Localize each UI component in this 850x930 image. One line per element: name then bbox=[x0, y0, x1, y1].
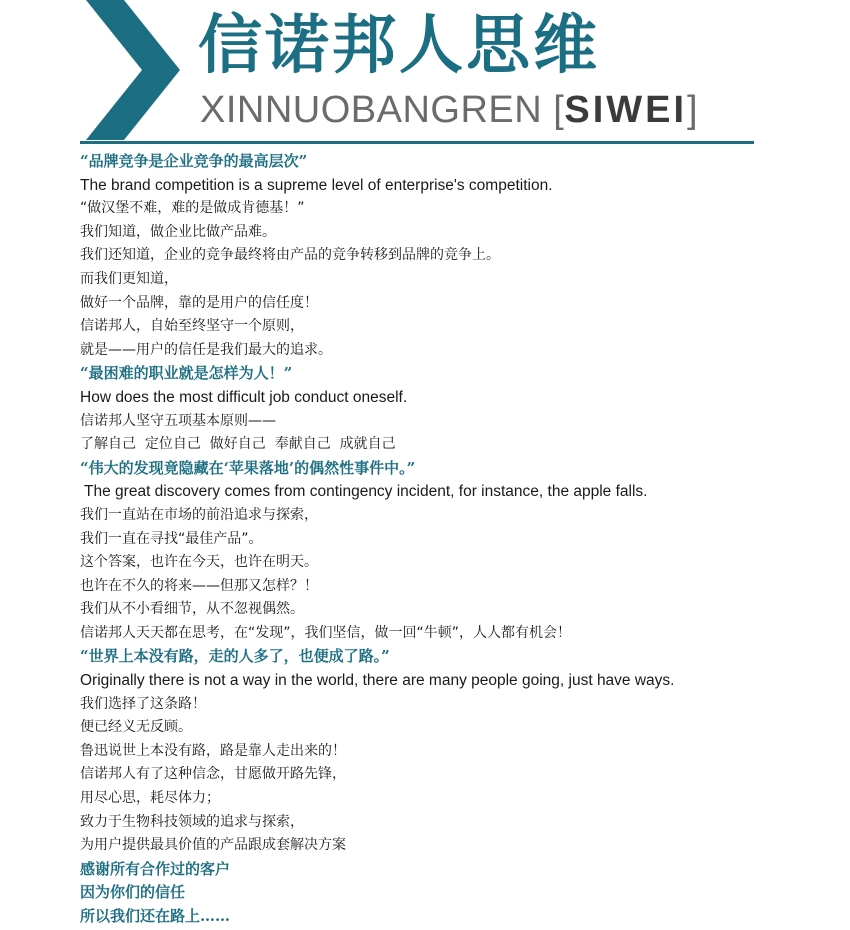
section-english: The great discovery comes from contingency incident, for instance, the apple falls. bbox=[80, 483, 648, 501]
body-line: 就是——用户的信任是我们最大的追求。 bbox=[80, 341, 332, 358]
article-body bbox=[80, 150, 820, 929]
body-line: 鲁迅说世上本没有路，路是靠人走出来的！ bbox=[80, 742, 346, 759]
body-line: 我们一直站在市场的前沿追求与探索， bbox=[80, 506, 318, 523]
body-line: 信诺邦人坚守五项基本原则—— bbox=[80, 412, 276, 429]
closing-line: 感谢所有合作过的客户 bbox=[80, 859, 231, 878]
body-line: 我们还知道，企业的竞争最终将由产品的竞争转移到品牌的竞争上。 bbox=[80, 247, 500, 264]
section-heading: “伟大的发现竟隐藏在‘苹果落地’的偶然性事件中。” bbox=[80, 458, 416, 477]
body-line: 而我们更知道， bbox=[80, 270, 178, 287]
section-heading: “品牌竞争是企业竞争的最高层次” bbox=[80, 152, 308, 170]
body-line: 我们知道，做企业比做产品难。 bbox=[80, 223, 276, 240]
body-line: 信诺邦人，自始至终坚守一个原则， bbox=[80, 318, 304, 335]
body-line: “做汉堡不难，难的是做成肯德基！” bbox=[80, 200, 305, 217]
body-line: 用尽心思，耗尽体力； bbox=[80, 790, 220, 807]
section-heading: “世界上本没有路，走的人多了，也便成了路。” bbox=[80, 647, 390, 666]
body-line: 信诺邦人天天都在思考，在“发现”，我们坚信，做一回“牛顿”，人人都有机会！ bbox=[80, 624, 572, 641]
body-line: 为用户提供最具价值的产品跟成套解决方案 bbox=[80, 837, 346, 854]
subtitle-bracket-open: [ bbox=[553, 89, 565, 131]
section-english: How does the most difficult job conduct oneself. bbox=[80, 388, 408, 406]
section-english: The brand competition is a supreme level of enterprise's competition. bbox=[80, 176, 553, 194]
chevron-arrow-logo bbox=[0, 0, 185, 140]
section-english: Originally there is not a way in the world, there are many people going, just have ways. bbox=[80, 672, 675, 690]
closing-line: 因为你们的信任 bbox=[80, 883, 186, 902]
closing-line: 所以我们还在路上…… bbox=[80, 907, 231, 925]
body-line: 了解自己 定位自己 做好自己 奉献自己 成就自己 bbox=[80, 436, 396, 453]
header-divider bbox=[80, 141, 754, 144]
body-line: 这个答案，也许在今天，也许在明天。 bbox=[80, 554, 318, 571]
subtitle-bracket-close: ] bbox=[687, 89, 699, 131]
page-title: 信诺邦人思维 bbox=[198, 8, 600, 83]
body-line: 致力于生物科技领域的追求与探索， bbox=[80, 813, 304, 830]
body-line: 做好一个品牌，靠的是用户的信任度！ bbox=[80, 294, 318, 311]
section-heading: “最困难的职业就是怎样为人！” bbox=[80, 364, 293, 383]
body-line: 我们从不小看细节，从不忽视偶然。 bbox=[80, 601, 304, 618]
page-subtitle bbox=[200, 88, 698, 132]
body-line: 信诺邦人有了这种信念，甘愿做开路先锋， bbox=[80, 766, 346, 783]
body-line: 我们选择了这条路！ bbox=[80, 695, 206, 712]
subtitle-siwei: SIWEI bbox=[564, 89, 688, 131]
body-line: 也许在不久的将来——但那又怎样？！ bbox=[80, 577, 318, 594]
subtitle-main: XINNUOBANGREN bbox=[200, 89, 554, 131]
body-line: 便已经义无反顾。 bbox=[80, 719, 192, 736]
body-line: 我们一直在寻找“最佳产品”。 bbox=[80, 530, 263, 547]
